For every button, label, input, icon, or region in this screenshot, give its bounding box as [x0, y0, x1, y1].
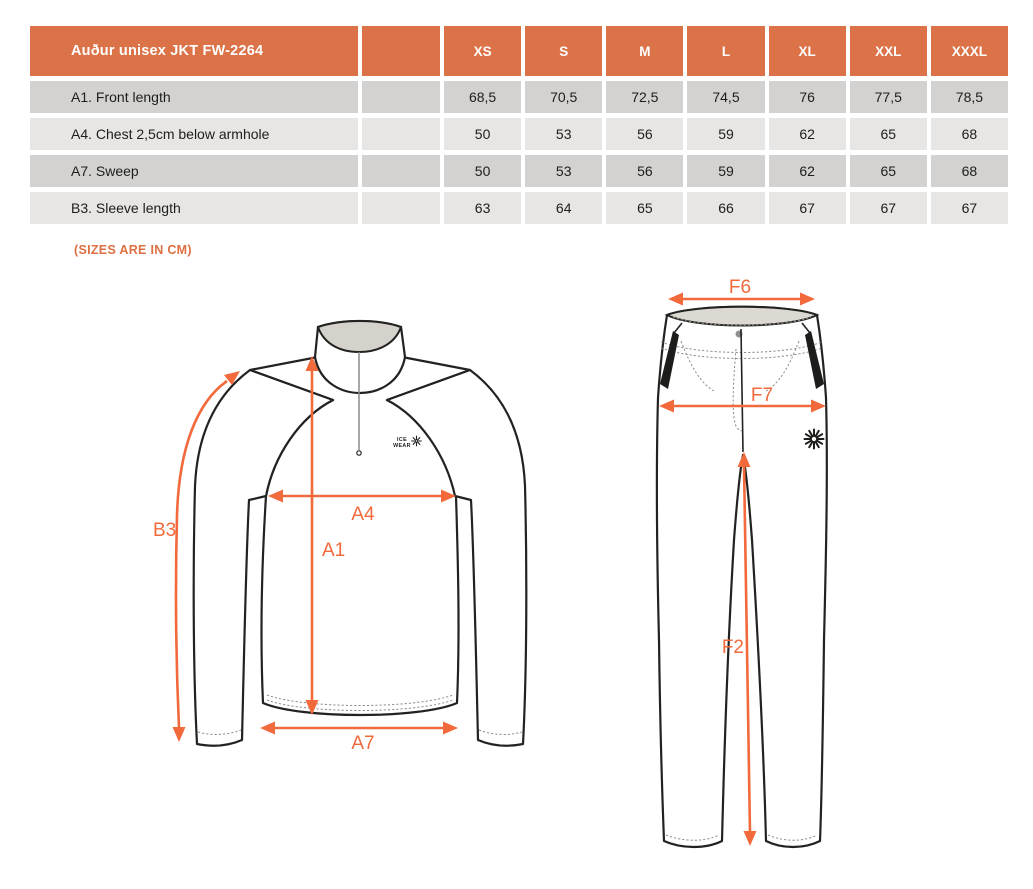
a1-label: A1 [322, 540, 346, 561]
size-value-cell: 65 [850, 118, 927, 150]
icewear-logo-text: ICE [396, 437, 408, 443]
size-value-cell: 76 [769, 81, 846, 113]
row-empty-cell [362, 81, 440, 113]
a7-arrowhead-right [443, 722, 458, 735]
b3-arrowhead-bottom [173, 727, 186, 742]
size-value-cell: 78,5 [931, 81, 1008, 113]
row-label: A1. Front length [30, 81, 358, 113]
size-column-header: S [525, 26, 602, 76]
sizes-unit-note: (SIZES ARE IN CM) [74, 243, 192, 257]
table-header-empty-cell [362, 26, 440, 76]
size-value-cell: 72,5 [606, 81, 683, 113]
row-empty-cell [362, 192, 440, 224]
row-label: A7. Sweep [30, 155, 358, 187]
size-value-cell: 65 [850, 155, 927, 187]
size-column-header: L [687, 26, 764, 76]
size-value-cell: 59 [687, 155, 764, 187]
a7-arrowhead-left [260, 722, 275, 735]
size-column-header: XXXL [931, 26, 1008, 76]
size-value-cell: 67 [931, 192, 1008, 224]
size-table [30, 26, 1008, 224]
size-value-cell: 63 [444, 192, 521, 224]
icewear-logo-text: WEAR [393, 443, 411, 449]
size-value-cell: 65 [606, 192, 683, 224]
jacket-drawing [153, 321, 526, 754]
f2-arrow [744, 465, 750, 832]
size-column-header: XL [769, 26, 846, 76]
f6-label: F6 [728, 277, 752, 298]
size-value-cell: 66 [687, 192, 764, 224]
pants-drawing [657, 277, 827, 847]
size-value-cell: 62 [769, 155, 846, 187]
f2-arrowhead-bottom [744, 831, 757, 846]
size-value-cell: 77,5 [850, 81, 927, 113]
size-value-cell: 64 [525, 192, 602, 224]
size-value-cell: 70,5 [525, 81, 602, 113]
size-column-header: XXL [850, 26, 927, 76]
size-value-cell: 50 [444, 155, 521, 187]
size-value-cell: 59 [687, 118, 764, 150]
f7-label: F7 [750, 385, 774, 406]
f2-label: F2 [721, 637, 744, 658]
b3-label: B3 [153, 520, 177, 541]
size-value-cell: 53 [525, 155, 602, 187]
size-column-header: M [606, 26, 683, 76]
row-empty-cell [362, 118, 440, 150]
size-value-cell: 68 [931, 118, 1008, 150]
row-label: B3. Sleeve length [30, 192, 358, 224]
row-empty-cell [362, 155, 440, 187]
table-title: Auður unisex JKT FW-2264 [30, 26, 358, 76]
a7-label: A7 [351, 733, 375, 754]
size-value-cell: 53 [525, 118, 602, 150]
f6-arrowhead-left [668, 293, 683, 306]
size-value-cell: 68,5 [444, 81, 521, 113]
size-value-cell: 68 [931, 155, 1008, 187]
size-value-cell: 74,5 [687, 81, 764, 113]
row-label: A4. Chest 2,5cm below armhole [30, 118, 358, 150]
size-value-cell: 67 [850, 192, 927, 224]
size-value-cell: 67 [769, 192, 846, 224]
a4-label: A4 [351, 504, 375, 525]
measurement-diagram [0, 270, 1033, 889]
size-value-cell: 56 [606, 155, 683, 187]
size-value-cell: 56 [606, 118, 683, 150]
size-column-header: XS [444, 26, 521, 76]
f6-arrowhead-right [800, 293, 815, 306]
size-value-cell: 50 [444, 118, 521, 150]
size-value-cell: 62 [769, 118, 846, 150]
